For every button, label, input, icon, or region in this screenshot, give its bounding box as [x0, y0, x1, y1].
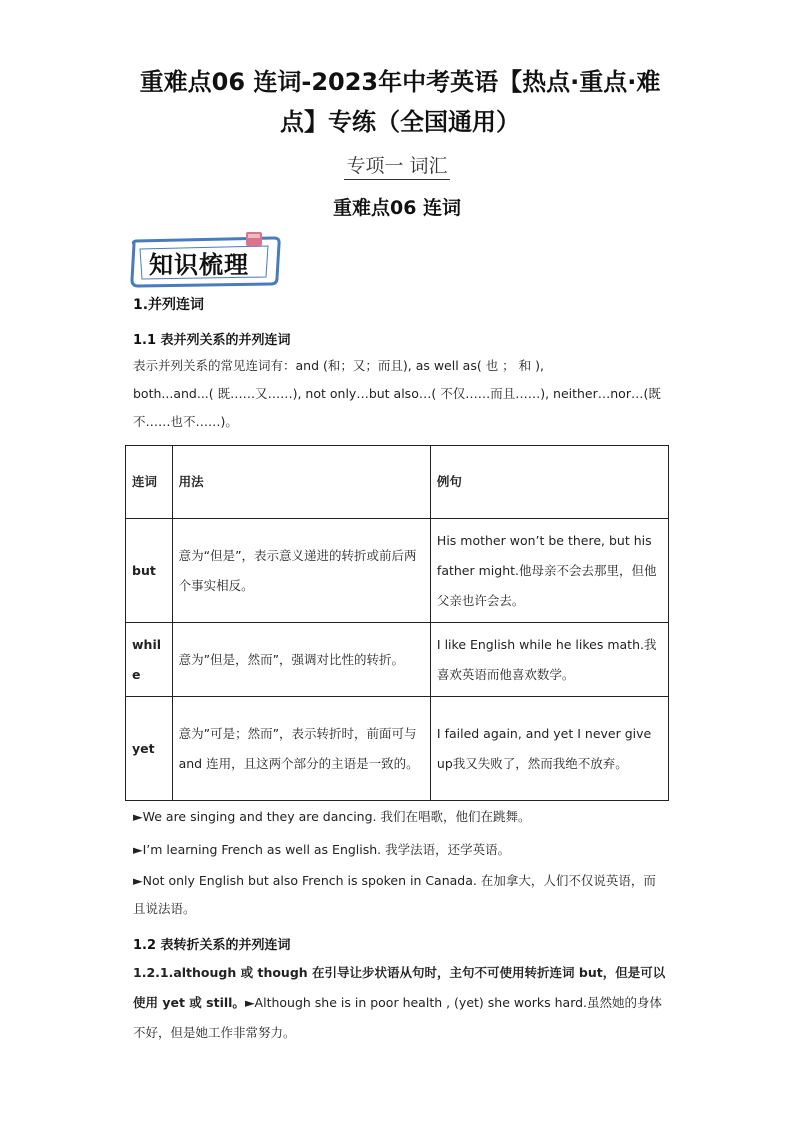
- cell-word: while: [126, 623, 173, 697]
- rule-text: 1.2.1.although 或 though 在引导让步状语从句时，主句不可使用转折连词 but，但是可以使用 yet 或 still。: [133, 965, 666, 1010]
- table-row: [126, 623, 669, 697]
- conjunction-table: [125, 445, 669, 801]
- heading-1-2: 1.2 表转折关系的并列连词: [133, 938, 291, 953]
- table-header-row: [126, 446, 669, 519]
- cell-usage: 意为”但是，然而”，强调对比性的转折。: [172, 623, 430, 697]
- cell-example: I failed again, and yet I never give up我又失败了，然而我绝不放弃。: [430, 697, 668, 801]
- table-row: [126, 519, 669, 623]
- rule-paragraph: [133, 958, 668, 1048]
- cell-word: but: [126, 519, 173, 623]
- title-line-2: 点】专练（全国通用）: [280, 108, 520, 136]
- cell-usage: 意为”可是；然而”，表示转折时，前面可与 and 连用，且这两个部分的主语是一致的。: [172, 697, 430, 801]
- header-example: 例句: [430, 446, 668, 519]
- cell-usage: 意为“但是”，表示意义递进的转折或前后两个事实相反。: [172, 519, 430, 623]
- banner-label: 知识梳理: [149, 250, 249, 279]
- example-bullet: ►I’m learning French as well as English. 我学法语，还学英语。: [133, 842, 511, 857]
- cell-word: yet: [126, 697, 173, 801]
- example-bullet: ►Not only English but also French is spoken in Canada. 在加拿大，人们不仅说英语，而且说法语。: [133, 873, 656, 916]
- heading-1-1: 1.1 表并列关系的并列连词: [133, 333, 291, 348]
- header-usage: 用法: [172, 446, 430, 519]
- rule-example: ►Although she is in poor health , (yet) she works hard.虽然她的身体不好，但是她工作非常努力。: [133, 995, 663, 1040]
- heading-parallel-conjunctions: 1.并列连词: [133, 297, 205, 313]
- section-heading: [0, 151, 794, 178]
- cell-example: His mother won’t be there, but his father might.他母亲不会去那里，但他父亲也许会去。: [430, 519, 668, 623]
- section-heading-text: 专项一 词汇: [344, 155, 449, 180]
- intro-line-1: 表示并列关系的常见连词有：and (和；又；而且), as well as( 也 ； 和 ),: [133, 358, 544, 373]
- cell-example: I like English while he likes math.我喜欢英语而他喜欢数学。: [430, 623, 668, 697]
- document-title: [120, 62, 680, 142]
- intro-line-2: both...and...( 既……又……), not only…but also…( 不仅……而且……), neither…nor…(既: [133, 386, 661, 401]
- table-row: [126, 697, 669, 801]
- header-word: 连词: [126, 446, 173, 519]
- intro-paragraph: [133, 352, 668, 436]
- example-bullet: ►We are singing and they are dancing. 我们在唱歌，他们在跳舞。: [133, 809, 531, 824]
- intro-line-3: 不……也不……)。: [133, 414, 238, 429]
- title-line-1: 重难点06 连词-2023年中考英语【热点·重点·难: [139, 68, 661, 96]
- subtitle: 重难点06 连词: [332, 197, 462, 219]
